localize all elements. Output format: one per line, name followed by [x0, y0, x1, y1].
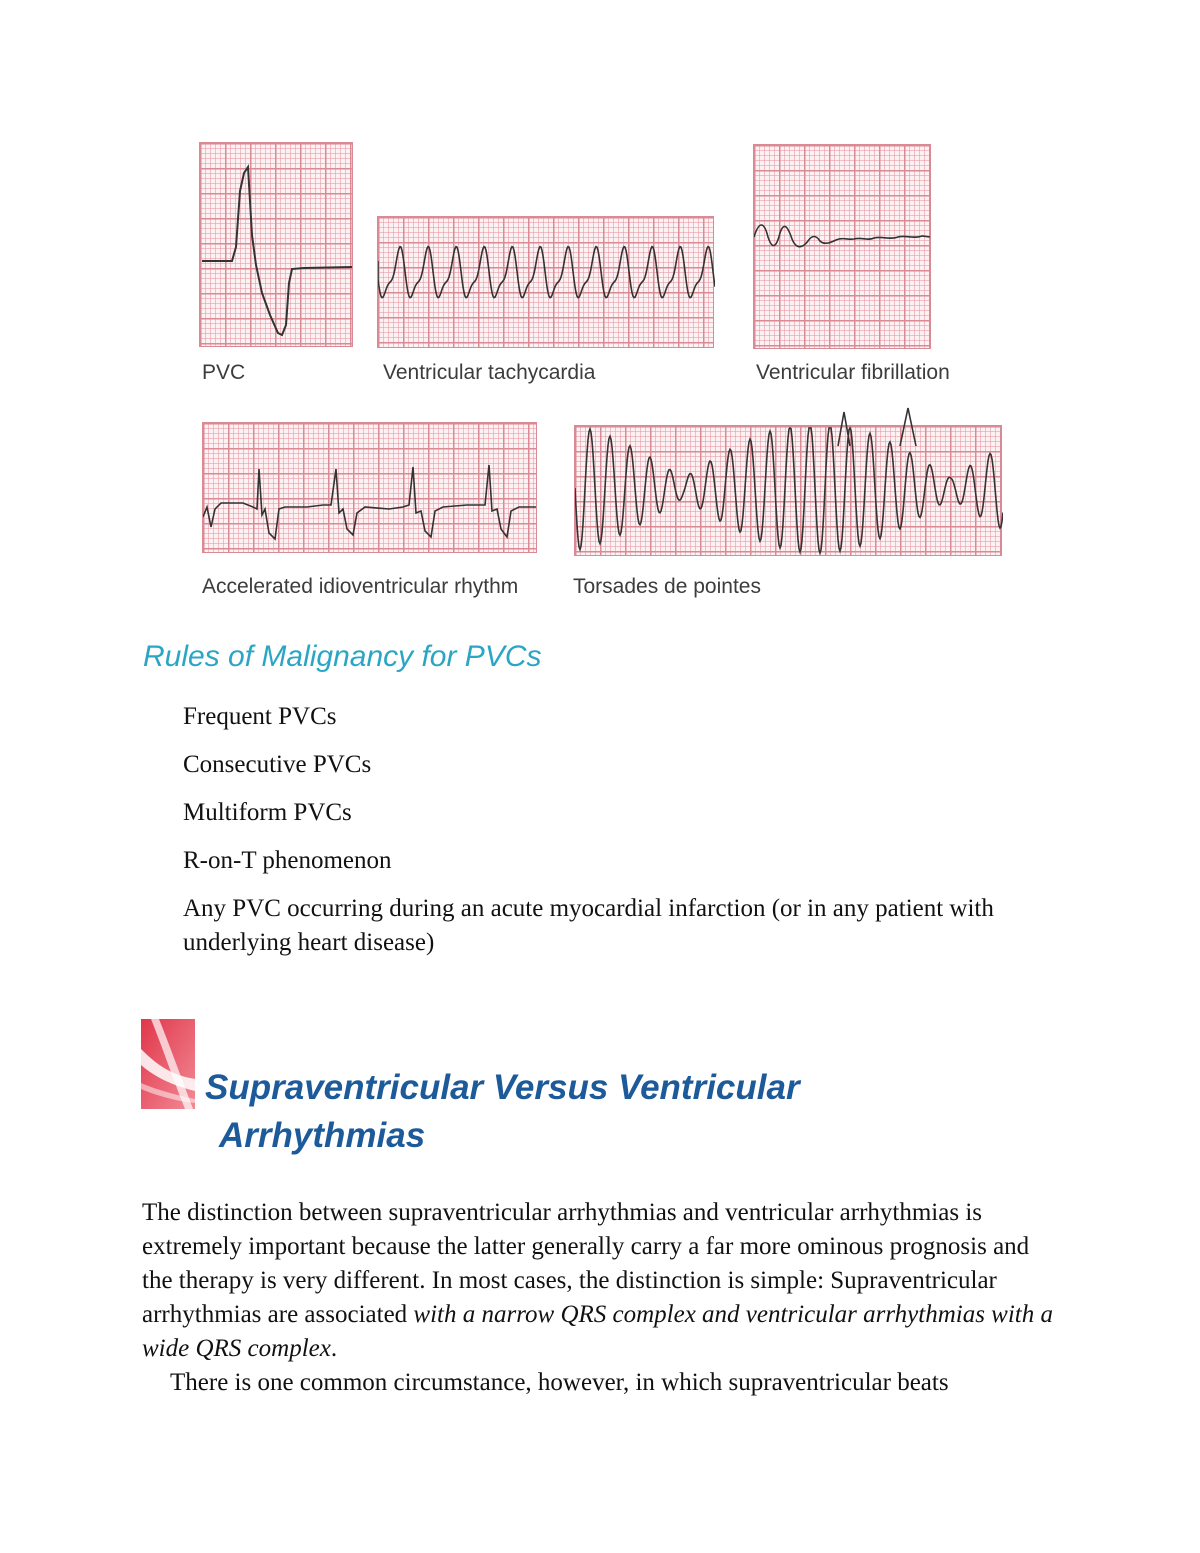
section-heading	[205, 1064, 965, 1160]
ecg-strip-torsades	[574, 425, 1002, 556]
list-item: Frequent PVCs	[183, 703, 337, 730]
section-heading-line2: Arrhythmias	[219, 1116, 426, 1155]
caption-accelerated-idioventricular-rhythm: Accelerated idioventricular rhythm	[202, 575, 519, 598]
torsades-overflow-spikes	[830, 406, 930, 446]
caption-torsades-de-pointes: Torsades de pointes	[573, 575, 761, 598]
body-paragraph-2: There is one common circumstance, however, in which supraventricular beats	[170, 1369, 949, 1396]
ecg-strip-pvc	[199, 142, 353, 347]
rules-list	[183, 700, 1063, 974]
caption-pvc: PVC	[202, 361, 246, 384]
body-paragraph-1-end: .	[330, 1335, 338, 1362]
body-paragraph-1-start: The distinction between supraventricular arrhythmias and ventricular arrhythmias is extremely important because the latter generally carry a far more ominous prognosis and the therapy is very different. In most cases, the distinction is simple: Supraventricular arrhythmias are associated	[142, 1199, 1030, 1328]
ecg-strip-vtach	[377, 216, 714, 348]
ecg-trace-vfib	[754, 225, 930, 247]
list-item: R-on-T phenomenon	[183, 847, 392, 874]
section-heading-line1: Supraventricular Versus Ventricular	[205, 1068, 800, 1107]
ecg-trace-torsades	[575, 428, 1003, 553]
list-item: Consecutive PVCs	[183, 751, 372, 778]
body-paragraph	[142, 1196, 1062, 1400]
body-paragraph-1-italic: with a narrow QRS complex and ventricular arrhythmias with a wide QRS complex	[142, 1301, 1053, 1362]
chapter-ribbon-icon	[141, 1019, 195, 1109]
ecg-trace-vtach	[378, 247, 715, 298]
caption-ventricular-fibrillation: Ventricular fibrillation	[756, 361, 950, 384]
list-item: Multiform PVCs	[183, 799, 352, 826]
caption-ventricular-tachycardia: Ventricular tachycardia	[383, 361, 596, 384]
rules-heading: Rules of Malignancy for PVCs	[143, 640, 542, 673]
list-item: Any PVC occurring during an acute myocardial infarction (or in any patient with underlying heart disease)	[183, 895, 994, 956]
ecg-trace-pvc	[202, 167, 352, 335]
ecg-strip-vfib	[753, 144, 931, 349]
ecg-trace-aivr	[203, 465, 536, 539]
ecg-strip-aivr	[202, 422, 537, 553]
